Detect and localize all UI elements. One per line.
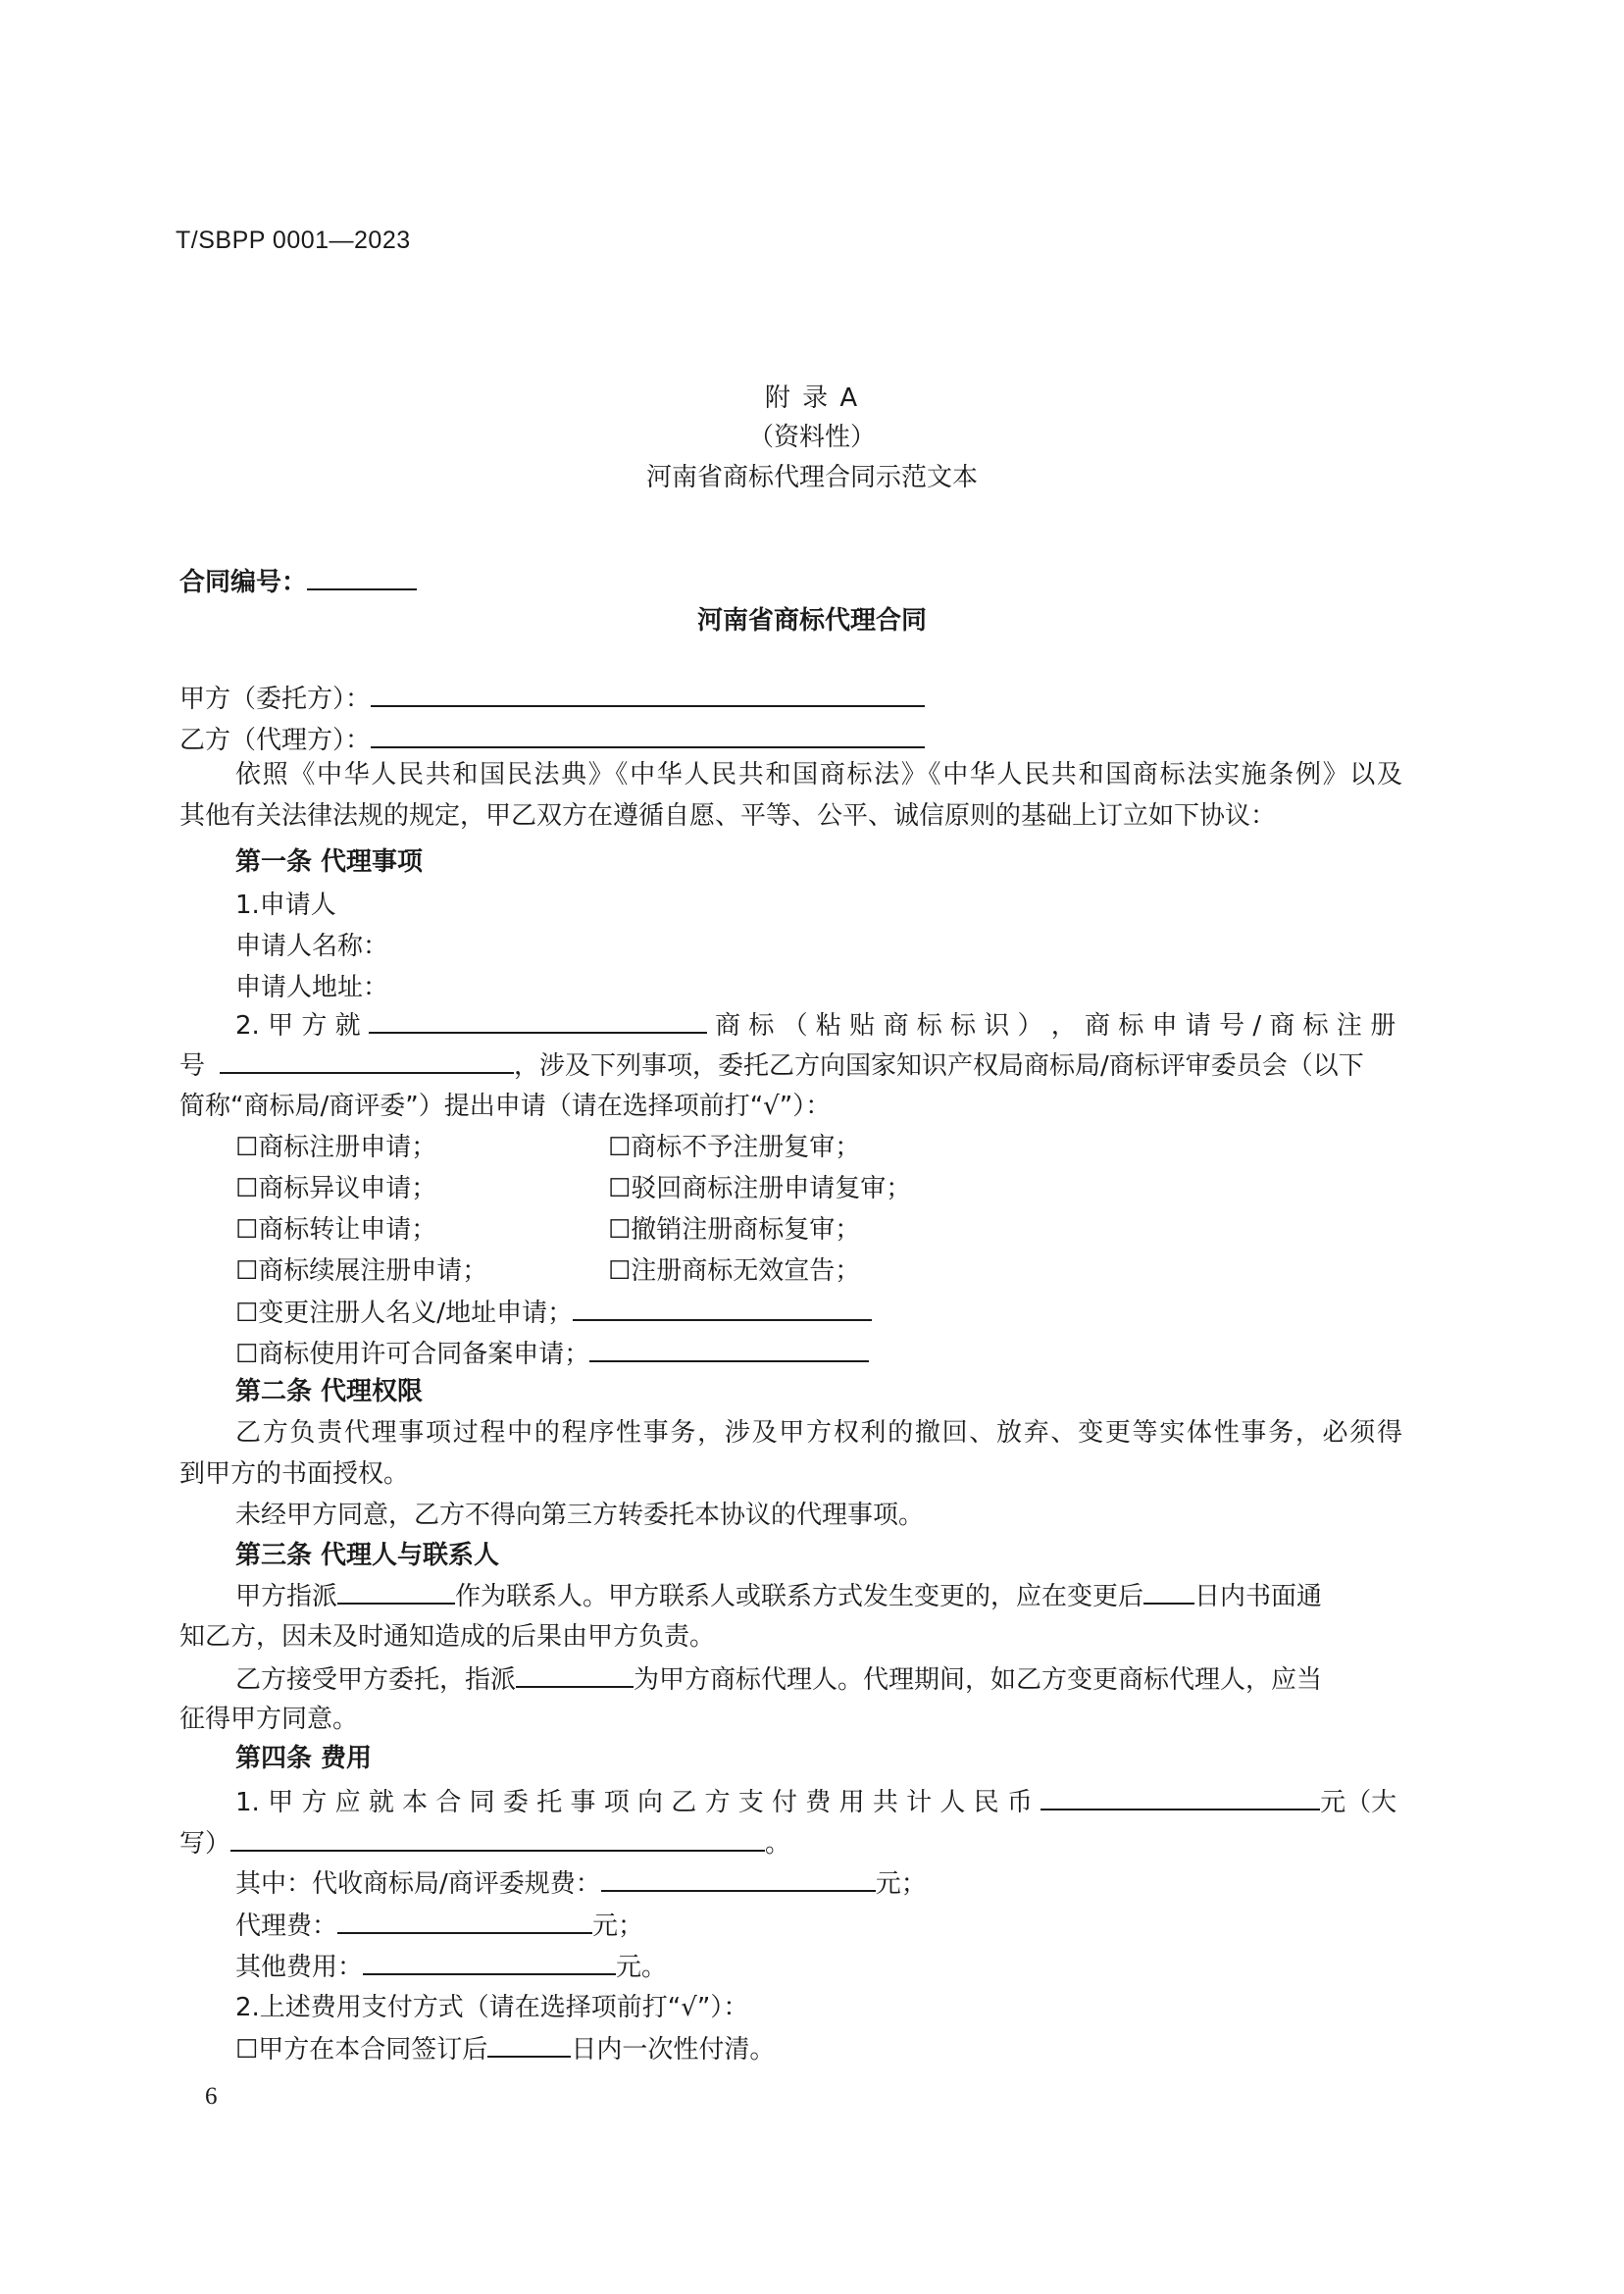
item2-text-a: 2. 甲 方 就 — [235, 1011, 361, 1041]
item2-text-b: 商 标 （ 粘 贴 商 标 标 识 ） ， 商 标 申 请 号 / 商 标 注 册 — [715, 1011, 1396, 1041]
option-change-blank[interactable] — [573, 1298, 872, 1321]
option-change-registrant — [235, 1298, 872, 1328]
article3-p2-line2: 征得甲方同意。 — [179, 1705, 359, 1734]
fee-agency-blank[interactable] — [337, 1911, 592, 1934]
appendix-nature: （资料性） — [747, 423, 876, 452]
agent-text-a: 乙方接受甲方委托，指派 — [235, 1665, 517, 1695]
article2-p1-line2: 到甲方的书面授权。 — [179, 1459, 410, 1489]
article2-heading: 第二条 代理权限 — [235, 1377, 424, 1406]
option-renewal[interactable]: ☐商标续展注册申请； — [235, 1256, 488, 1286]
article4-p1-line1 — [235, 1787, 1396, 1817]
intro-line-1: 依照《中华人民共和国民法典》《中华人民共和国商标法》《中华人民共和国商标法实施条例》以及 — [235, 760, 1402, 790]
fee-official-label: 其中：代收商标局/商评委规费： — [235, 1869, 601, 1899]
contract-number-label: 合同编号： — [179, 568, 308, 597]
party-a-blank[interactable] — [371, 684, 925, 707]
option-revocation-review[interactable]: ☐撤销注册商标复审； — [608, 1215, 861, 1245]
contract-number-field — [179, 567, 417, 597]
applicant-address-label: 申请人地址： — [235, 973, 389, 1002]
party-b-label: 乙方（代理方）： — [179, 726, 372, 755]
article3-p2-line1 — [235, 1664, 1322, 1695]
pay-days-blank[interactable] — [487, 2034, 571, 2058]
fee-other-label: 其他费用： — [235, 1953, 364, 1982]
fee-agency-line — [235, 1911, 643, 1941]
article3-heading: 第三条 代理人与联系人 — [235, 1541, 500, 1570]
party-b-field — [179, 725, 925, 755]
contact-text-b: 作为联系人。甲方联系人或联系方式发生变更的，应在变更后 — [455, 1582, 1144, 1611]
fee-total-unit: 元（大 — [1320, 1788, 1397, 1817]
fee-agency-unit: 元； — [592, 1912, 644, 1941]
party-b-blank[interactable] — [371, 725, 925, 748]
fee-total-amount-blank[interactable] — [1040, 1787, 1320, 1810]
fee-total-text: 1. 甲 方 应 就 本 合 同 委 托 事 项 向 乙 方 支 付 费 用 共 计 人 民 币 — [235, 1788, 1033, 1817]
article1-item2-line1 — [235, 1010, 1396, 1041]
pay-option-end: 日内一次性付清。 — [571, 2035, 776, 2065]
article1-item2-line2 — [179, 1050, 1364, 1081]
option-invalidation[interactable]: ☐注册商标无效宣告； — [608, 1256, 861, 1286]
agent-name-blank[interactable] — [516, 1664, 634, 1688]
fee-other-unit: 元。 — [616, 1953, 668, 1982]
article4-p1-line2 — [179, 1828, 790, 1859]
article3-p1-line1 — [235, 1581, 1322, 1611]
trademark-name-blank[interactable] — [369, 1010, 707, 1034]
option-license-blank[interactable] — [589, 1339, 869, 1362]
item2-text-d: ，涉及下列事项，委托乙方向国家知识产权局商标局/商标评审委员会（以下 — [514, 1051, 1364, 1081]
party-a-label: 甲方（委托方）： — [179, 685, 372, 714]
notice-days-blank[interactable] — [1143, 1581, 1194, 1605]
intro-line-2: 其他有关法律法规的规定，甲乙双方在遵循自愿、平等、公平、诚信原则的基础上订立如下协议： — [179, 801, 1277, 831]
article2-p2: 未经甲方同意，乙方不得向第三方转委托本协议的代理事项。 — [235, 1501, 925, 1530]
fee-official-unit: 元； — [875, 1869, 927, 1899]
fee-official-line — [235, 1868, 927, 1899]
payment-method-line: 2.上述费用支付方式（请在选择项前打“√”）： — [235, 1993, 749, 2022]
contact-text-c: 日内书面通 — [1194, 1582, 1323, 1611]
article1-heading: 第一条 代理事项 — [235, 847, 424, 877]
fee-capital-label: 写） — [179, 1829, 231, 1859]
item2-text-c: 号 — [179, 1051, 206, 1081]
page-number: 6 — [205, 2083, 218, 2110]
fee-official-blank[interactable] — [601, 1868, 876, 1892]
applicant-name-label: 申请人名称： — [235, 932, 389, 961]
pay-option-label[interactable]: ☐甲方在本合同签订后 — [235, 2035, 488, 2065]
article3-p1-line2: 知乙方，因未及时通知造成的后果由甲方负责。 — [179, 1622, 716, 1652]
registration-number-blank[interactable] — [220, 1050, 514, 1074]
fee-other-line — [235, 1952, 667, 1982]
fee-other-blank[interactable] — [363, 1952, 616, 1975]
payment-option-lump-sum — [235, 2034, 775, 2065]
option-registration[interactable]: ☐商标注册申请； — [235, 1133, 437, 1162]
contact-text-a: 甲方指派 — [235, 1582, 338, 1611]
article2-p1-line1: 乙方负责代理事项过程中的程序性事务，涉及甲方权利的撤回、放弃、变更等实体性事务，必须得 — [235, 1418, 1402, 1448]
option-rejection-review[interactable]: ☐驳回商标注册申请复审； — [608, 1174, 912, 1203]
agent-text-b: 为甲方商标代理人。代理期间，如乙方变更商标代理人，应当 — [634, 1665, 1323, 1695]
fee-capital-amount-blank[interactable] — [230, 1828, 765, 1852]
party-a-field — [179, 684, 925, 714]
article1-item2-line3: 简称“商标局/商评委”）提出申请（请在选择项前打“√”）： — [179, 1092, 832, 1121]
document-code: T/SBPP 0001—2023 — [176, 227, 411, 254]
option-opposition[interactable]: ☐商标异议申请； — [235, 1174, 437, 1203]
appendix-label: 附 录 A — [764, 383, 860, 413]
contact-person-blank[interactable] — [337, 1581, 455, 1605]
option-license-filing — [235, 1339, 869, 1369]
contract-number-blank[interactable] — [307, 567, 417, 590]
contract-title: 河南省商标代理合同 — [696, 606, 927, 636]
option-refusal-review[interactable]: ☐商标不予注册复审； — [608, 1133, 861, 1162]
appendix-title: 河南省商标代理合同示范文本 — [645, 463, 978, 492]
fee-agency-label: 代理费： — [235, 1912, 338, 1941]
article1-item1: 1.申请人 — [235, 891, 336, 920]
option-change-label[interactable]: ☐变更注册人名义/地址申请； — [235, 1299, 574, 1328]
option-transfer[interactable]: ☐商标转让申请； — [235, 1215, 437, 1245]
option-license-label[interactable]: ☐商标使用许可合同备案申请； — [235, 1340, 590, 1369]
fee-capital-end: 。 — [765, 1829, 791, 1859]
article4-heading: 第四条 费用 — [235, 1744, 373, 1773]
